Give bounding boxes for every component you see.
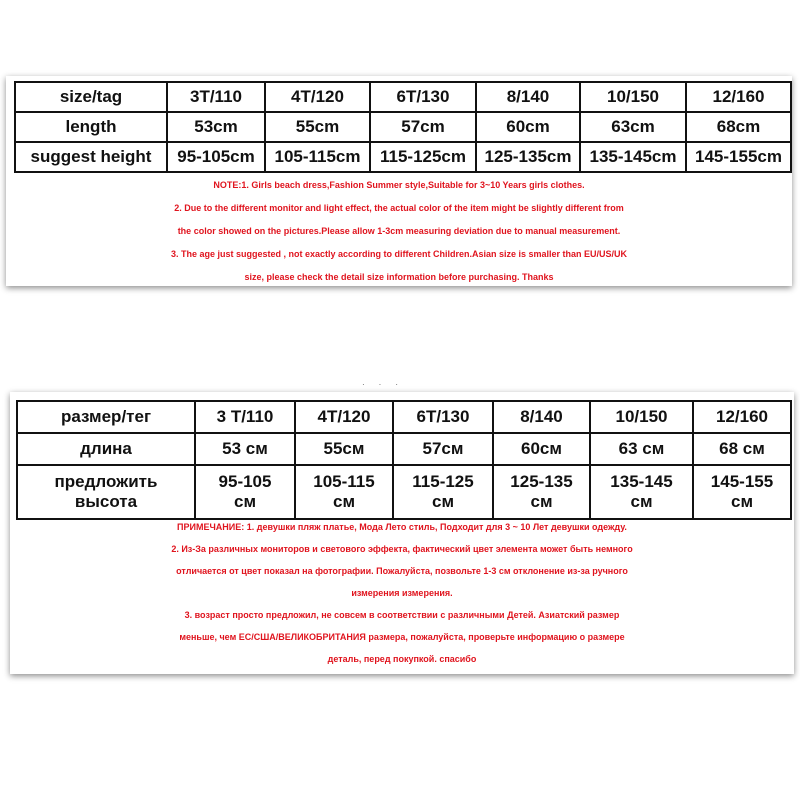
table-cell: 57cm (370, 112, 476, 142)
table-row (15, 82, 791, 112)
table-cell: 95-105cm (167, 142, 265, 172)
table-cell: 53cm (167, 112, 265, 142)
size-table-english (14, 81, 792, 173)
header-cell: 4T/120 (295, 401, 393, 433)
table-cell: длина (17, 433, 195, 465)
table-row (15, 142, 791, 172)
table-cell: 105-115cm (265, 142, 370, 172)
header-cell: 4T/120 (265, 82, 370, 112)
decorative-dots: ··· (362, 380, 412, 389)
cell-line: предложить (54, 471, 158, 491)
note-line: 3. The age just suggested , not exactly according to different Children.Asian size is smaller than EU/US/UK (170, 249, 628, 259)
note-line: ПРИМЕЧАНИЕ: 1. девушки пляж платье, Мода Лето стиль, Подходит для 3 ~ 10 Лет девушки одежду. (177, 522, 627, 532)
cell-line: см (630, 492, 653, 511)
size-chart-english (6, 76, 792, 286)
table-cell: 63 см (590, 433, 693, 465)
header-cell: 10/150 (590, 401, 693, 433)
table-cell: 115-125cm (370, 142, 476, 172)
header-cell: 3 T/110 (195, 401, 295, 433)
header-cell: 6T/130 (370, 82, 476, 112)
table-cell: length (15, 112, 167, 142)
cell-line: см (332, 492, 356, 511)
cell-line: 125-135 (510, 471, 573, 491)
header-cell: размер/тег (17, 401, 195, 433)
table-cell (590, 465, 693, 519)
table-row (17, 401, 791, 433)
size-chart-russian (10, 392, 794, 674)
table-cell: 68 см (693, 433, 791, 465)
table-cell: 68cm (686, 112, 791, 142)
table-cell: 125-135cm (476, 142, 580, 172)
table-cell (17, 465, 195, 519)
header-cell: 3T/110 (167, 82, 265, 112)
table-cell: 55cm (265, 112, 370, 142)
note-line: деталь, перед покупкой. спасибо (327, 654, 477, 664)
header-cell: 12/160 (693, 401, 791, 433)
table-cell (693, 465, 791, 519)
note-line: отличается от цвет показал на фотографии. Пожалуйста, позвольте 1-3 см отклонение из-за ручного (176, 566, 628, 576)
table-cell: suggest height (15, 142, 167, 172)
cell-line: высота (74, 492, 138, 511)
header-cell: 12/160 (686, 82, 791, 112)
table-cell: 57см (393, 433, 493, 465)
table-cell (493, 465, 590, 519)
note-line: the color showed on the pictures.Please allow 1-3cm measuring deviation due to manual measurement. (177, 226, 621, 236)
note-line: 2. Из-За различных мониторов и светового эффекта, фактический цвет элемента может быть немного (171, 544, 633, 554)
note-line: меньше, чем ЕС/США/ВЕЛИКОБРИТАНИЯ размера, пожалуйста, проверьте информацию о размере (179, 632, 625, 642)
header-cell: 8/140 (476, 82, 580, 112)
header-cell: 8/140 (493, 401, 590, 433)
table-cell: 63cm (580, 112, 686, 142)
cell-line: см (530, 492, 553, 511)
cell-line: см (233, 492, 257, 511)
table-cell: 145-155cm (686, 142, 791, 172)
table-cell (195, 465, 295, 519)
header-cell: size/tag (15, 82, 167, 112)
table-cell (295, 465, 393, 519)
note-line: 3. возраст просто предложил, не совсем в соответствии с различными Детей. Азиатский размер (184, 610, 620, 620)
table-cell: 55см (295, 433, 393, 465)
cell-line: 105-115 (313, 471, 375, 491)
header-cell: 6T/130 (393, 401, 493, 433)
cell-line: 95-105 (218, 471, 272, 491)
note-line: size, please check the detail size information before purchasing. Thanks (244, 272, 554, 282)
table-row (17, 465, 791, 519)
cell-line: см (730, 492, 754, 511)
cell-line: 135-145 (610, 471, 673, 491)
size-table-russian (16, 400, 792, 520)
note-line: измерения измерения. (351, 588, 453, 598)
table-row (15, 112, 791, 142)
table-cell: 135-145cm (580, 142, 686, 172)
table-cell (393, 465, 493, 519)
header-cell: 10/150 (580, 82, 686, 112)
note-line: 2. Due to the different monitor and light effect, the actual color of the item might be slightly different from (174, 203, 624, 213)
table-cell: 60см (493, 433, 590, 465)
note-line: NOTE:1. Girls beach dress,Fashion Summer style,Suitable for 3~10 Years girls clothes. (213, 180, 585, 190)
table-cell: 60cm (476, 112, 580, 142)
table-cell: 53 см (195, 433, 295, 465)
notes-russian (10, 516, 794, 670)
cell-line: 115-125 (412, 471, 474, 491)
notes-english (6, 174, 792, 289)
table-row (17, 433, 791, 465)
cell-line: см (431, 492, 455, 511)
cell-line: 145-155 (710, 471, 774, 491)
